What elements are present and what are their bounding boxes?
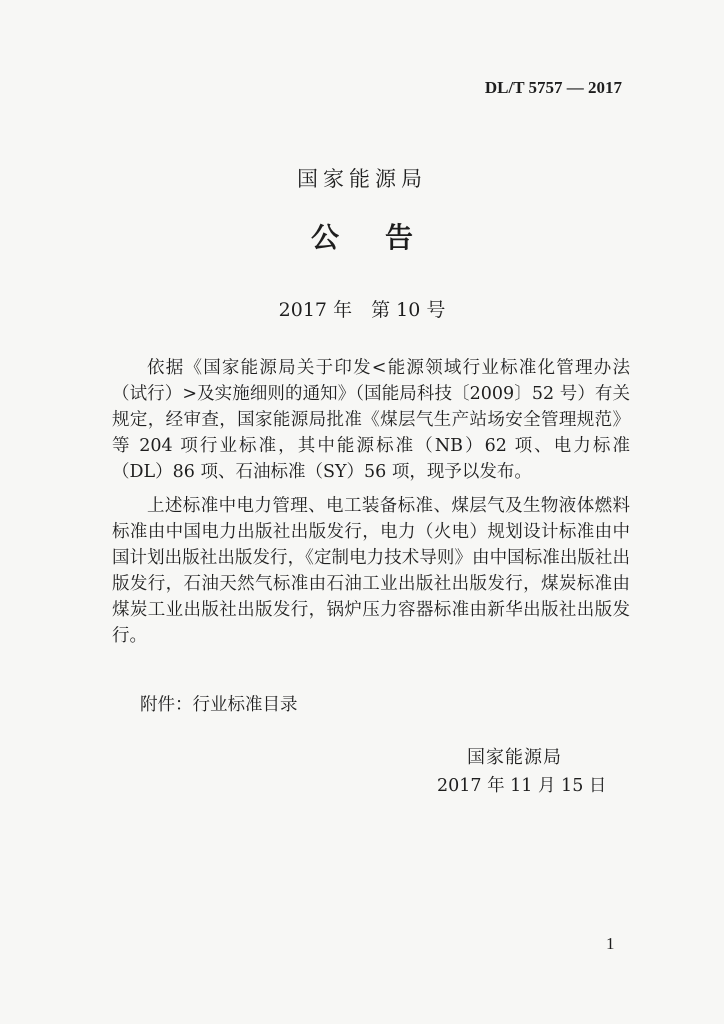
attachment-line: 附件：行业标准目录 — [140, 695, 298, 715]
issue-number: 2017 年 第 10 号 — [278, 299, 446, 321]
issuing-agency: 国家能源局 — [297, 167, 427, 191]
notice-body — [112, 355, 630, 649]
body-paragraph: 依据《国家能源局关于印发<能源领域行业标准化管理办法（试行）>及实施细则的通知》（国能局科技〔2009〕52 号）有关规定，经审查，国家能源局批准《煤层气生产站场安全管理规范》等 204 项行业标准，其中能源标准（NB）62 项、电力标准（DL）86 项、石油标准（SY）56 项，现予以发布。 — [112, 358, 630, 482]
signer: 国家能源局 — [467, 747, 562, 768]
page-number: 1 — [606, 934, 615, 953]
body-paragraph: 上述标准中电力管理、电工装备标准、煤层气及生物液体燃料标准由中国电力出版社出版发行，电力（火电）规划设计标准由中国计划出版社出版发行，《定制电力技术导则》由中国标准出版社出版发行，石油天然气标准由石油工业出版社出版发行，煤炭标准由煤炭工业出版社出版发行，锅炉压力容器标准由新华出版社出版发行。 — [112, 496, 630, 646]
page-title: 公告 — [310, 221, 459, 254]
sign-date: 2017 年 11 月 15 日 — [437, 776, 607, 796]
standard-code: DL/T 5757 — 2017 — [484, 78, 622, 97]
